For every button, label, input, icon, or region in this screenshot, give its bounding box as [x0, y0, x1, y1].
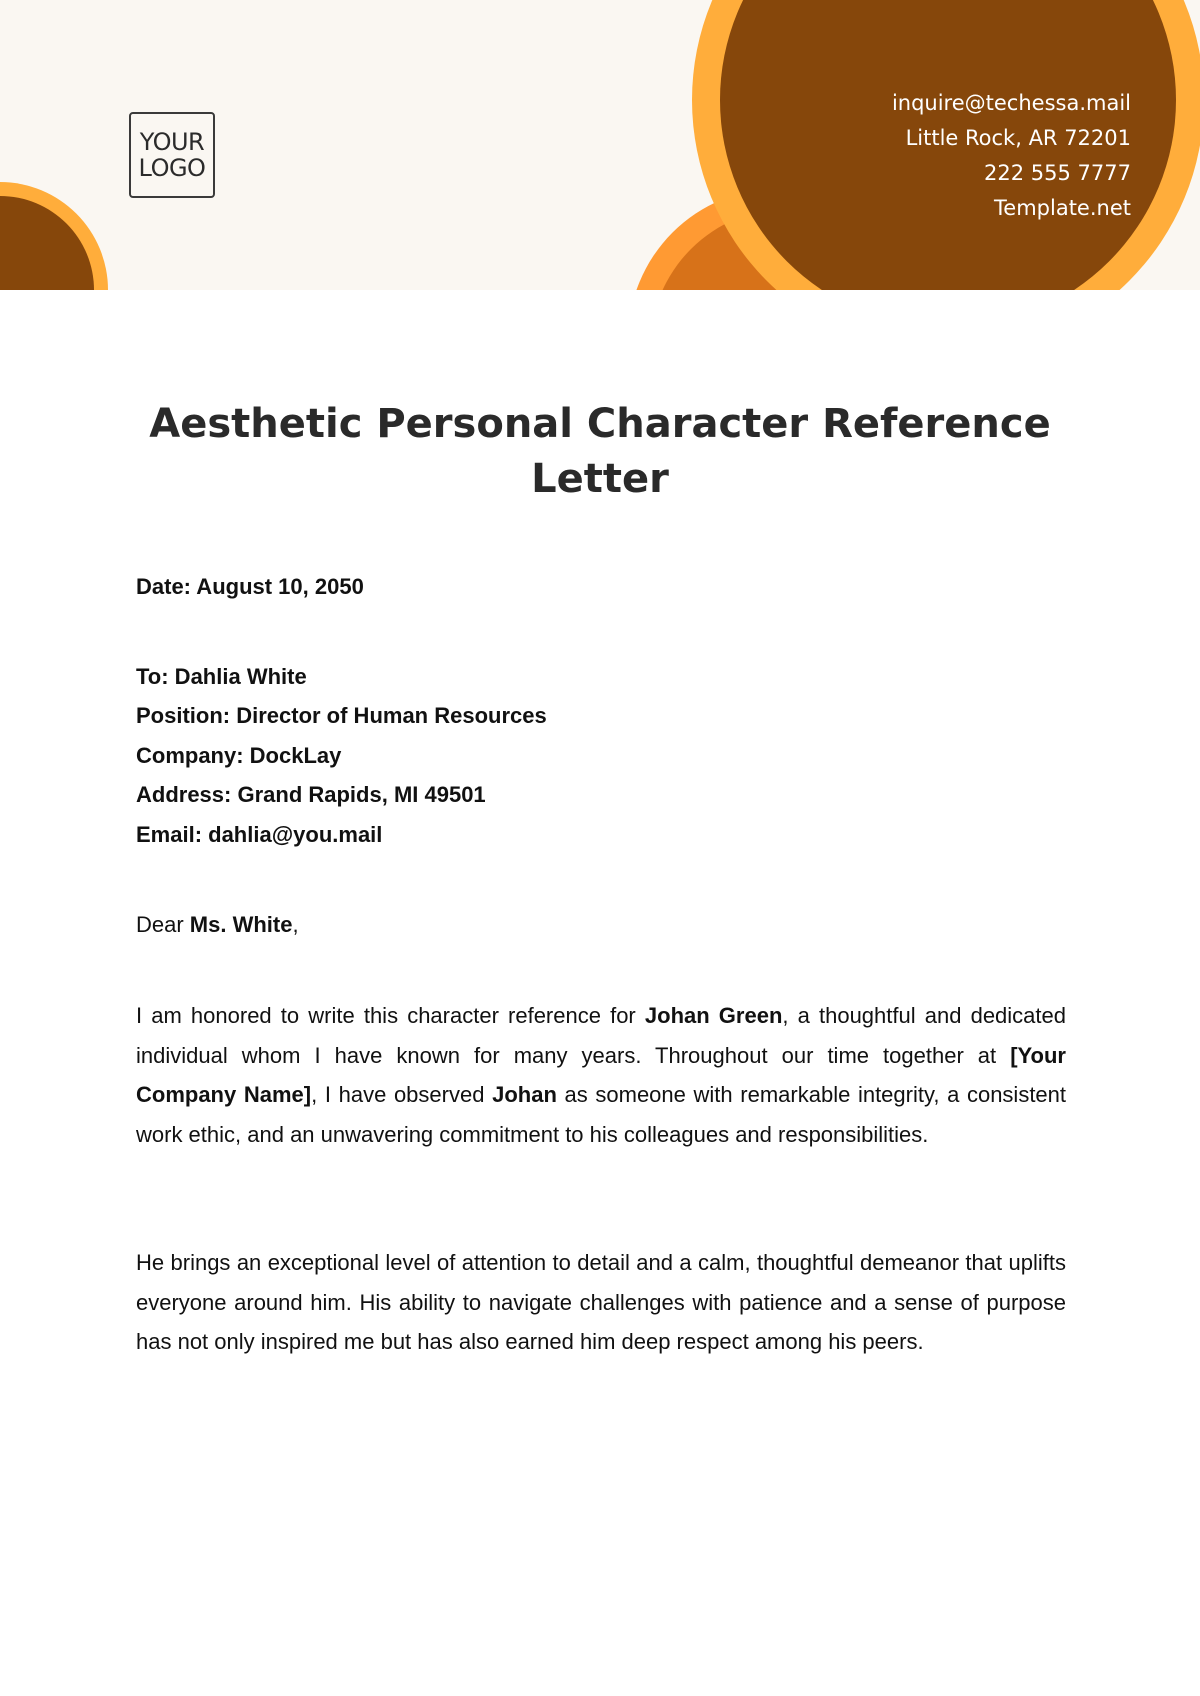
p1-text-3: , I have observed — [311, 1082, 493, 1107]
contact-email: inquire@techessa.mail — [891, 91, 1131, 115]
letterhead — [0, 0, 1200, 290]
salutation-prefix: Dear — [136, 912, 190, 937]
contact-address: Little Rock, AR 72201 — [905, 126, 1131, 150]
paragraph-1 — [136, 996, 1066, 1154]
recipient-email: Email: dahlia@you.mail — [136, 822, 383, 847]
logo-line-1: YOUR — [139, 128, 205, 156]
p1-name-full: Johan Green — [644, 1003, 783, 1028]
p1-company: [Your Company Name] — [136, 1042, 1066, 1107]
recipient-company: Company: DockLay — [136, 743, 342, 768]
recipient-address: Address: Grand Rapids, MI 49501 — [136, 782, 486, 807]
recipient-position: Position: Director of Human Resources — [136, 703, 547, 728]
salutation — [136, 910, 299, 940]
logo — [129, 112, 215, 198]
contact-info — [892, 86, 1131, 226]
letter-date: Date: August 10, 2050 — [136, 574, 364, 599]
letter-title: Aesthetic Personal Character Reference Letter — [149, 401, 1051, 502]
recipient-name: To: Dahlia White — [136, 664, 307, 689]
contact-website: Template.net — [994, 196, 1131, 220]
p1-text-1: I am honored to write this character reference for — [136, 1003, 645, 1028]
p1-name-first: Johan — [492, 1082, 557, 1107]
contact-phone: 222 555 7777 — [984, 161, 1131, 185]
paragraph-2: He brings an exceptional level of attention to detail and a calm, thoughtful demeanor that uplifts everyone around him. His ability to navigate challenges with patience and a sense of purpose has not only inspired me but has also earned him deep respect among his peers. — [136, 1250, 1066, 1354]
left-inner-circle — [0, 196, 94, 290]
logo-line-2: LOGO — [138, 154, 206, 182]
salutation-name: Ms. White — [189, 912, 293, 937]
salutation-suffix: , — [292, 912, 299, 937]
p1-text-2: , a thoughtful and dedicated individual whom I have known for many years. Throughout our time together at — [136, 1003, 1066, 1068]
p1-text-4: as someone with remarkable integrity, a consistent work ethic, and an unwavering commitment to his colleagues and responsibilities. — [136, 1082, 1067, 1147]
